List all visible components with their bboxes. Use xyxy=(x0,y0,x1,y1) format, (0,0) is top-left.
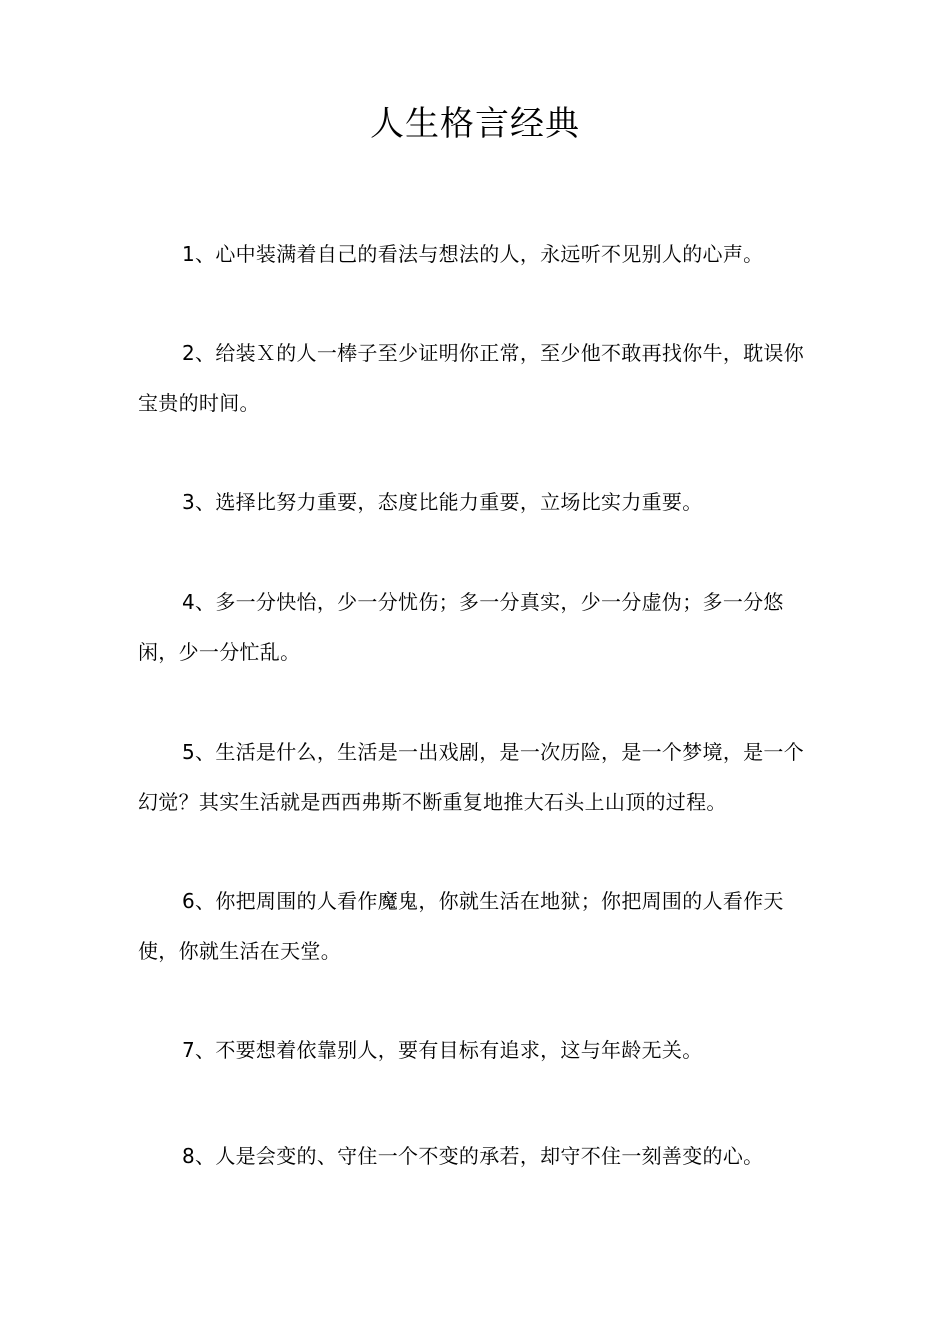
quote-item-8: 8、人是会变的、守住一个不变的承若，却守不住一刻善变的心。 xyxy=(182,1144,764,1168)
quote-item-2: 2、给装Ｘ的人一棒子至少证明你正常，至少他不敢再找你牛，耽误你宝贵的时间。 xyxy=(138,341,805,415)
quote-item-3: 3、选择比努力重要，态度比能力重要，立场比实力重要。 xyxy=(182,490,703,514)
quote-item-7: 7、不要想着依靠别人，要有目标有追求，这与年龄无关。 xyxy=(182,1038,703,1062)
page-title: 人生格言经典 xyxy=(370,104,580,144)
quote-item-5: 5、生活是什么，生活是一出戏剧，是一次历险，是一个梦境，是一个幻觉？其实生活就是西西弗斯不断重复地推大石头上山顶的过程。 xyxy=(138,740,805,814)
quote-item-4: 4、多一分快怡，少一分忧伤；多一分真实，少一分虚伪；多一分悠闲，少一分忙乱。 xyxy=(138,590,784,664)
quote-item-6: 6、你把周围的人看作魔鬼，你就生活在地狱；你把周围的人看作天使，你就生活在天堂。 xyxy=(138,889,784,963)
quote-item-1: 1、心中装满着自己的看法与想法的人，永远听不见别人的心声。 xyxy=(182,242,764,266)
